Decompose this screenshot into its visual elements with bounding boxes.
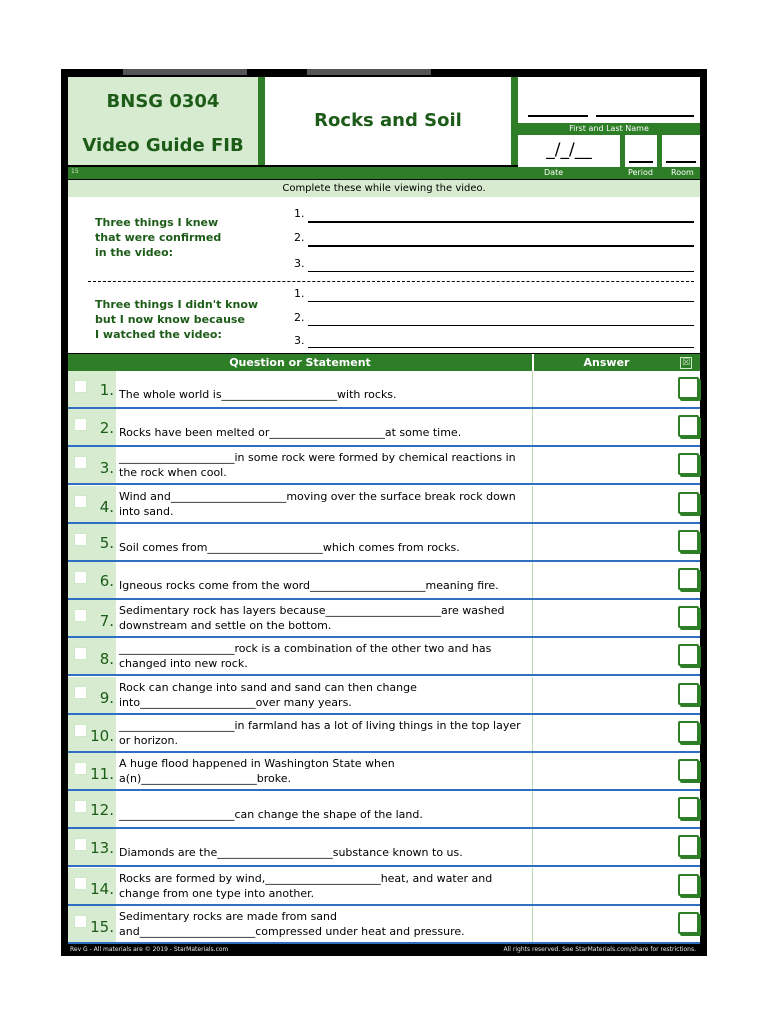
course-code: BNSG 0304 [106, 91, 220, 112]
question-row [68, 829, 700, 867]
question-row [68, 715, 700, 753]
question-text: Rocks are formed by wind,_____________________heat, and water and change from one type into another. [119, 871, 493, 900]
question-row [68, 486, 700, 524]
question-number-cell [68, 753, 116, 789]
question-number: 14. [90, 879, 114, 898]
question-number-cell [68, 562, 116, 598]
answer-checkbox[interactable] [678, 606, 699, 628]
didnt-know-line-2[interactable] [308, 325, 694, 326]
period-line [629, 161, 653, 163]
header-divider [511, 77, 518, 165]
question-number: 10. [90, 726, 114, 745]
period-field[interactable] [625, 135, 657, 167]
column-separator [532, 638, 533, 674]
question-text: Rock can change into sand and sand can then change into_____________________over many years. [119, 680, 417, 709]
worksheet [61, 69, 707, 956]
question-text: _____________________can change the shape of the land. [119, 808, 423, 822]
question-column-header: Question or Statement [229, 356, 371, 369]
column-separator [532, 562, 533, 598]
question-number-cell [68, 906, 116, 942]
answer-checkbox[interactable] [678, 415, 699, 437]
question-number: 13. [90, 839, 114, 858]
answer-checkbox[interactable] [678, 874, 699, 896]
question-text: _____________________rock is a combination of the other two and has changed into new rock. [119, 642, 492, 671]
knew-line-1[interactable] [308, 221, 694, 223]
question-row [68, 447, 700, 485]
column-separator [532, 677, 533, 713]
knew-label: Three things I knew that were confirmed in the video: [95, 216, 222, 259]
didnt-know-line-3[interactable] [308, 347, 694, 348]
answer-checkbox[interactable] [678, 835, 699, 857]
column-separator [532, 524, 533, 560]
top-tab-2 [307, 69, 431, 75]
question-number-cell [68, 638, 116, 674]
question-row [68, 638, 700, 676]
question-table-header [68, 354, 700, 371]
question-row [68, 791, 700, 829]
question-row [68, 906, 700, 944]
answer-checkbox[interactable] [678, 453, 699, 475]
name-label: First and Last Name [569, 124, 649, 133]
question-number-cell [68, 715, 116, 751]
question-text: _____________________in some rock were formed by chemical reactions in the rock when cool. [119, 451, 516, 480]
footer-rights: All rights reserved. See StarMaterials.com/share for restrictions. [503, 946, 696, 953]
column-separator [532, 753, 533, 789]
knew-number: 2. [294, 231, 305, 244]
period-label: Period [628, 168, 653, 177]
date-label: Date [544, 168, 564, 177]
question-text: The whole world is_____________________with rocks. [119, 388, 397, 401]
question-text: Sedimentary rock has layers because_____________________are washed downstream and settle on the bottom. [119, 604, 505, 633]
answer-checkbox[interactable] [678, 797, 699, 819]
room-field[interactable] [662, 135, 700, 167]
question-row [68, 524, 700, 562]
name-field[interactable] [518, 77, 700, 123]
knew-line-2[interactable] [308, 245, 694, 247]
last-name-line [596, 115, 694, 117]
top-tab-1 [123, 69, 247, 75]
question-text: Diamonds are the_____________________substance known to us. [119, 846, 463, 860]
question-number-cell [68, 677, 116, 713]
didnt-know-line-1[interactable] [308, 301, 694, 302]
room-label: Room [671, 168, 694, 177]
question-number-cell [68, 524, 116, 560]
question-number: 11. [90, 765, 114, 783]
question-row [68, 409, 700, 447]
question-number: 4. [99, 497, 114, 516]
column-separator [532, 791, 533, 827]
column-separator [532, 906, 533, 942]
question-number-cell [68, 371, 116, 407]
knew-number: 1. [294, 207, 305, 220]
knew-line-3[interactable] [308, 271, 694, 272]
question-row [68, 868, 700, 906]
question-text: Rocks have been melted or_____________________at some time. [119, 426, 462, 440]
question-number-cell [68, 600, 116, 636]
course-box [68, 77, 258, 165]
answer-checkbox[interactable] [678, 721, 699, 743]
column-separator [532, 715, 533, 751]
column-separator [532, 600, 533, 636]
question-number: 5. [99, 533, 114, 552]
question-row [68, 562, 700, 600]
didnt-know-number: 2. [294, 311, 305, 324]
label-strip [68, 167, 700, 179]
question-number: 2. [99, 419, 114, 438]
date-value: _/_/__ [546, 140, 592, 160]
knew-number: 3. [294, 257, 305, 270]
question-number-cell [68, 791, 116, 827]
header-divider [258, 77, 265, 165]
date-field[interactable] [518, 135, 620, 167]
answer-checkbox[interactable] [678, 530, 699, 552]
didnt-know-number: 1. [294, 287, 305, 300]
question-row [68, 677, 700, 715]
answer-checkbox[interactable] [678, 377, 699, 399]
answer-column-header: Answer [583, 356, 630, 369]
column-separator [532, 371, 533, 407]
question-row [68, 600, 700, 638]
question-number-cell [68, 409, 116, 445]
column-separator [532, 868, 533, 904]
checked-box-icon: ☒ [681, 358, 691, 368]
question-text: Sedimentary rocks are made from sand and_____________________compressed under heat and pressure. [119, 909, 465, 938]
footer-copyright: Rev G - All materials are © 2019 - StarMaterials.com [70, 946, 229, 953]
question-number-cell [68, 447, 116, 483]
answer-checkbox[interactable] [678, 492, 699, 514]
answer-checkbox[interactable] [678, 683, 699, 705]
question-text: Igneous rocks come from the word_____________________meaning fire. [119, 579, 499, 592]
didnt-know-number: 3. [294, 334, 305, 347]
question-number: 12. [90, 801, 114, 820]
question-row [68, 371, 700, 409]
question-number: 7. [99, 612, 114, 631]
answer-checkbox[interactable] [678, 568, 699, 590]
answer-checkbox[interactable] [678, 912, 699, 934]
question-number: 1. [99, 381, 114, 399]
question-number: 9. [99, 688, 114, 707]
row-divider [68, 942, 700, 944]
answer-checkbox[interactable] [678, 759, 699, 781]
question-number: 8. [99, 650, 114, 669]
column-separator [532, 486, 533, 522]
question-number: 15. [90, 917, 114, 936]
page-number: 15 [71, 168, 79, 175]
guide-type: Video Guide FIB [82, 135, 244, 156]
question-row [68, 753, 700, 791]
question-text: Wind and_____________________moving over the surface break rock down into sand. [119, 489, 516, 518]
column-separator [532, 829, 533, 865]
first-name-line [528, 115, 588, 117]
question-number: 3. [99, 459, 114, 478]
column-separator [532, 447, 533, 483]
instructions: Complete these while viewing the video. [68, 180, 700, 197]
question-text: _____________________in farmland has a lot of living things in the top layer or horizon. [119, 718, 521, 747]
reflection-section [68, 197, 700, 353]
question-number-cell [68, 486, 116, 522]
student-info [518, 77, 700, 167]
answer-checkbox[interactable] [678, 644, 699, 666]
didnt-know-label: Three things I didn't know but I now know because I watched the video: [95, 298, 259, 341]
question-number-cell [68, 829, 116, 865]
worksheet-title: Rocks and Soil [265, 77, 511, 165]
section-divider [88, 281, 694, 282]
question-number: 6. [99, 572, 114, 590]
column-separator [532, 409, 533, 445]
question-number-cell [68, 868, 116, 904]
room-line [666, 161, 696, 163]
question-list [68, 371, 700, 944]
question-text: A huge flood happened in Washington State when a(n)_____________________broke. [119, 757, 395, 785]
footer [68, 945, 700, 955]
question-text: Soil comes from_____________________which comes from rocks. [119, 540, 460, 554]
